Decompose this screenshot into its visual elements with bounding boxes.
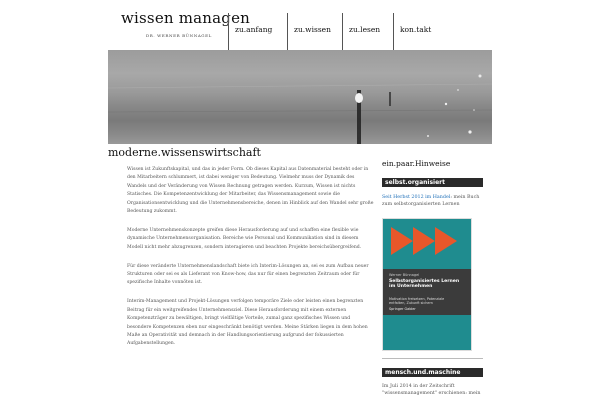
paragraph: Für diese veränderte Unternehmenslandschaft biete ich Interim-Lösungen an, sei es zum Aufbau neuer Strukturen oder sei es als Lieferant von Know-how, das nur für einen begrenzten Zeitraum oder für spezifische Inhalte vonnöten ist. [127,263,369,286]
book-cover-bottom [383,315,471,350]
book-subtitle: Motivation freisetzen, Potenziale entfalten, Zukunft sichern [389,297,445,306]
book-title: Selbstorganisiertes Lernen im Unternehmen [389,279,460,290]
widget-text-selbst-organisiert [382,194,487,208]
main-content [127,166,375,359]
site-title[interactable]: wissen managen [121,9,251,27]
nav-item-zu-wissen[interactable]: zu.wissen [287,13,342,51]
main-nav [228,13,433,51]
site-subtitle: DR. WERNER BÜNNAGEL [146,33,212,38]
nav-item-zu-lesen[interactable]: zu.lesen [342,13,393,51]
book-author: Werner Bünnagel [389,273,420,277]
book-cover-arrows [383,219,471,269]
nav-item-zu-anfang[interactable]: zu.anfang [228,13,287,51]
book-cover[interactable] [382,218,472,351]
widget-heading-mensch-und-maschine: mensch.und.maschine [382,368,483,377]
hero-image [108,50,492,144]
sidebar-divider [382,358,483,359]
widget-text-mensch-und-maschine: Im Juli 2014 in der Zeitschrift "wissensmanagement" erschienen: mein [382,384,481,396]
nav-item-kontakt[interactable]: kon.takt [393,13,433,51]
widget-heading-selbst-organisiert: selbst.organisiert [382,178,483,187]
paragraph: Wissen ist Zukunftskapital, und das in jeder Form. Ob dieses Kapital aus Datenmaterial besteht oder in den Mitarbeitern schlummert, ist dabei weniger von Bedeutung. Vielmehr muss der Dynamik des Wandels und der Veränderung von Wissen Rechnung getragen werden. Kurzum, Wissen ist nichts Statisches. Die Kompetenzentwicklung der Mitarbeiter, das Wissensmanagement sowie die Organisationsentwicklung und die Unternehmensbereiche, denen im Hinblick auf den Wandel sehr große Bedeutung zukommt. [127,167,374,215]
book-link[interactable]: Seit Herbst 2012 im Handel [382,195,451,200]
paragraph: Interim-Management und Projekt-Lösungen verfolgen temporäre Ziele oder leisten einen begrenzten Beitrag für ein weitgreifendes Unternehmensziel. Diese Herausforderung mit einem externen Kompetenzträger zu bewältigen, bringt vielfältige Vorteile, zumal ganz spezifisches Wissen und besondere Kompetenzen eben nur eingeschränkt benötigt werden. Meine Stärken liegen in dem hohen Maße an Operativität und demnach in der Handlungsorientierung aufgrund der fokussierten Aufgabenstellungen. [127,299,368,347]
page-title: moderne.wissenswirtschaft [108,146,261,159]
hero-photo-graphic [108,50,492,144]
book-link-suffix: : mein Buch zum selbstorganisierten Lernen [382,195,480,207]
paragraph: Moderne Unternehmenskonzepte greifen diese Herausforderung auf und schaffen eine flexible wie dynamische Unternehmensorganisation. Bereiche wie Personal und Kommunikation sind in diesem Modell nicht mehr abzugrenzen, sondern interagieren und beachten Projekte bereichsübergreifend. [127,227,362,250]
book-publisher: Springer Gabler [389,307,416,311]
sidebar-title: ein.paar.Hinweise [382,159,451,168]
